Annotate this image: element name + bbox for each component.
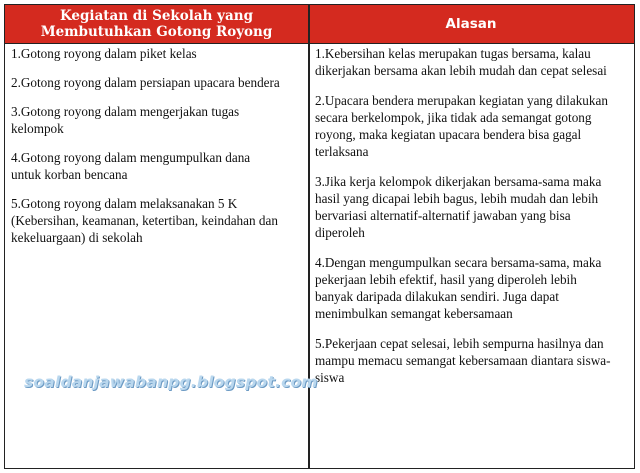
header-alasan (308, 5, 634, 43)
header-kegiatan-text: Kegiatan di Sekolah yang Membutuhkan Gotong Royong (40, 8, 273, 40)
alasan-item-3: 3.Jika kerja kelompok dikerjakan bersama-sama maka hasil yang dicapai lebih bagus, lebih mudah dan lebih bervariasi alternatif-alternatif jawaban yang bisa diperoleh (315, 174, 602, 240)
header-alasan-text: Alasan (445, 16, 497, 32)
kegiatan-item-3: 3.Gotong royong dalam mengerjakan tugas kelompok (11, 104, 240, 136)
kegiatan-column (11, 45, 303, 258)
kegiatan-item-1: 1.Gotong royong dalam piket kelas (11, 46, 197, 61)
gotong-royong-table (4, 4, 635, 469)
kegiatan-item-5: 5.Gotong royong dalam melaksanakan 5 K (Kebersihan, keamanan, ketertiban, keindahan dan kekeluargaan) di sekolah (11, 196, 278, 245)
alasan-item-5: 5.Pekerjaan cepat selesai, lebih sempurna hasilnya dan mampu memacu semangat kebersamaan diantara siswa-siswa (315, 336, 611, 385)
alasan-item-4: 4.Dengan mengumpulkan secara bersama-sama, maka pekerjaan lebih efektif, hasil yang diperoleh lebih banyak daripada dilakukan sendiri. Juga dapat menimbulkan semangat kebersamaan (315, 255, 602, 321)
header-kegiatan (5, 5, 308, 43)
alasan-column (315, 45, 627, 399)
alasan-item-2: 2.Upacara bendera merupakan kegiatan yang dilakukan secara berkelompok, jika tidak ada semangat gotong royong, maka kegiatan upacara bendera bisa gagal terlaksana (315, 93, 608, 159)
kegiatan-item-4: 4.Gotong royong dalam mengumpulkan dana untuk korban bencana (11, 150, 251, 182)
column-divider (308, 5, 310, 468)
watermark-text: soaldanjawabanpg.blogspot.com (24, 373, 318, 391)
kegiatan-item-2: 2.Gotong royong dalam persiapan upacara bendera (11, 75, 280, 90)
alasan-item-1: 1.Kebersihan kelas merupakan tugas bersama, kalau dikerjakan bersama akan lebih mudah dan cepat selesai (315, 46, 607, 78)
table-header (5, 5, 634, 44)
